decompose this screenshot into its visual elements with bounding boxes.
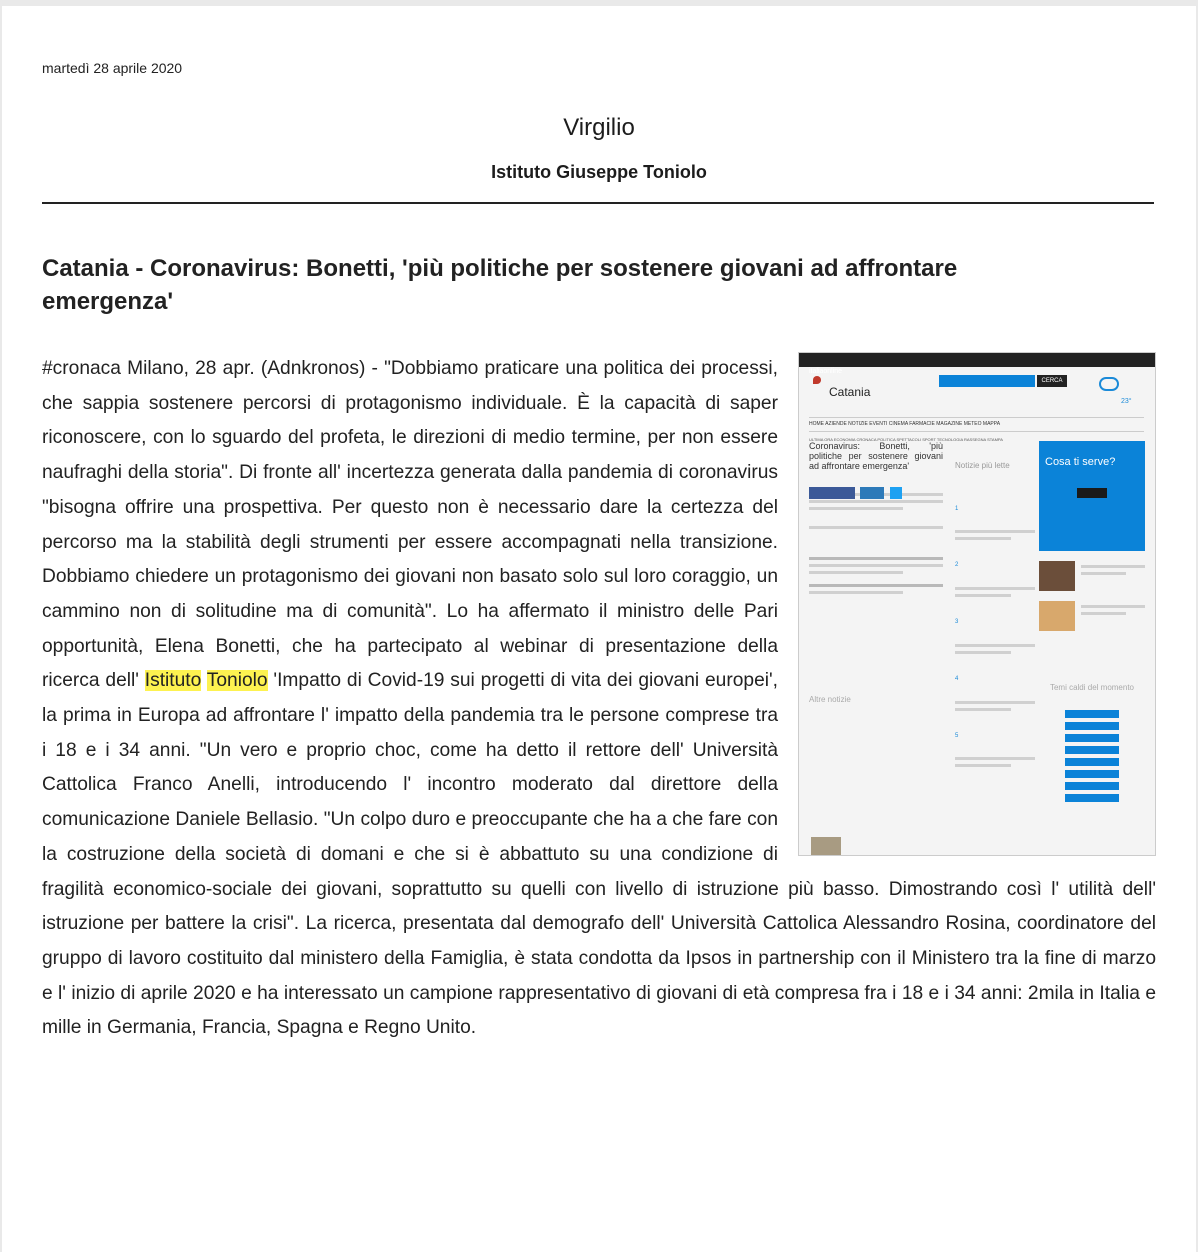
messenger-icon — [860, 487, 884, 499]
press-clipping-page — [2, 6, 1196, 1252]
thumb-news-2 — [1039, 601, 1145, 631]
thumb-other-news: Altre notizie — [809, 695, 851, 704]
highlight-toniolo: Toniolo — [206, 670, 268, 692]
weather-cloud-icon — [1099, 377, 1119, 391]
header-divider — [42, 202, 1154, 204]
thumb-article — [809, 441, 943, 594]
source-name: Virgilio — [563, 114, 635, 141]
article-text-part-1: #cronaca Milano, 28 apr. (Adnkronos) - "Dobbiamo praticare una politica dei processi, che sappia sostenere percorsi di protagonismo individuale. È la capacità di saper riconoscere, con lo sguardo del profeta, le direzioni di medio termine, per non essere naufraghi della storia". Di fronte all' incertezza generata dalla pandemia di coronavirus "bisogna offrire una prospettiva. Per questo non è necessario dare la certezza del percorso ma la stabilità degli strumenti per essere accompagnati nella transizione. Dobbiamo chiedere un protagonismo dei giovani non basato solo sul loro coraggio, un cammino non di solitudine ma di comunità". Lo ha affermato il ministro delle Pari opportunità, Elena Bonetti, che ha partecipato al webinar di presentazione della ricerca dell' — [42, 358, 778, 692]
highlight-istituto: Istituto — [144, 670, 202, 692]
publication-date: martedì 28 aprile 2020 — [42, 60, 183, 76]
institute-name: Istituto Giuseppe Toniolo — [491, 162, 707, 182]
thumb-promo-title: Cosa ti serve? — [1045, 456, 1116, 468]
thumb-hot-topics: Temi caldi del momento — [1049, 683, 1135, 692]
twitter-icon — [890, 487, 902, 499]
thumb-nav: HOME AZIENDE NOTIZIE EVENTI CINEMA FARMACIE MAGAZINE METEO MAPPA — [809, 407, 1144, 418]
location-pin-icon — [813, 376, 821, 384]
thumb-bottom-image — [811, 837, 841, 855]
article-text-part-2: 'Impatto di Covid-19 sui progetti di vita dei giovani europei', la prima in Europa ad affrontare l' impatto della pandemia tra le persone comprese tra i 18 e i 34 anni. "Un vero e proprio choc, come ha detto il rettore dell' Università Cattolica Franco Anelli, introducendo l' incontro moderato dal direttore della comunicazione Daniele Bellasio. "Un colpo duro e preoccupante che ha a che fare con la costruzione della società di domani e che si è abbattuto su una condizione di fragilità economico-sociale dei giovani, soprattutto su quelli con livello di istruzione più basso. Dimostrando così l' utilità dell' istruzione per battere la crisi". La ricerca, presentata dal demografo dell' Università Cattolica Alessandro Rosina, coordinatore del gruppo di lavoro costituito dal ministero della Famiglia, è stata condotta da Ipsos in partnership con il Ministero tra la fine di marzo e l' inizio di aprile 2020 e ha interessato un campione rappresentativo di giovani di età compresa fra i 18 e i 34 anni: 2mila in Italia e mille in Germania, Francia, Spagna e Regno Unito. — [42, 670, 1156, 1039]
thumb-city: Catania — [829, 385, 871, 399]
thumb-sidebar — [1039, 441, 1145, 802]
thumb-brand: italiaonline — [809, 368, 843, 375]
thumb-temperature: 23° — [1121, 398, 1132, 405]
facebook-icon — [809, 487, 855, 499]
thumb-topbar — [799, 353, 1155, 375]
thumb-subnav: ULTIMA ORA ECONOMIA CRONACA POLITICA SPETTACOLI SPORT TECNOLOGIA RASSEGNA STAMPA — [809, 423, 1144, 432]
thumb-most-read: Notizie più lette 1 2 3 4 5 — [955, 449, 1035, 767]
thumb-most-read-title: Notizie più lette — [955, 461, 1010, 470]
thumb-search-box — [939, 375, 1035, 387]
article-headline: Catania - Coronavirus: Bonetti, 'più politiche per sostenere giovani ad affrontare emergenza' — [42, 255, 958, 315]
thumb-share-buttons — [809, 477, 943, 489]
thumb-article-title: Coronavirus: Bonetti, 'più politiche per sostenere giovani ad affrontare emergenza' — [809, 441, 943, 471]
thumb-search-button: CERCA — [1037, 375, 1067, 387]
thumb-promo-box — [1039, 441, 1145, 551]
article-body — [42, 352, 1156, 1046]
article-screenshot-image — [798, 352, 1156, 856]
thumb-find-button — [1077, 488, 1107, 498]
thumb-news-1 — [1039, 561, 1145, 591]
